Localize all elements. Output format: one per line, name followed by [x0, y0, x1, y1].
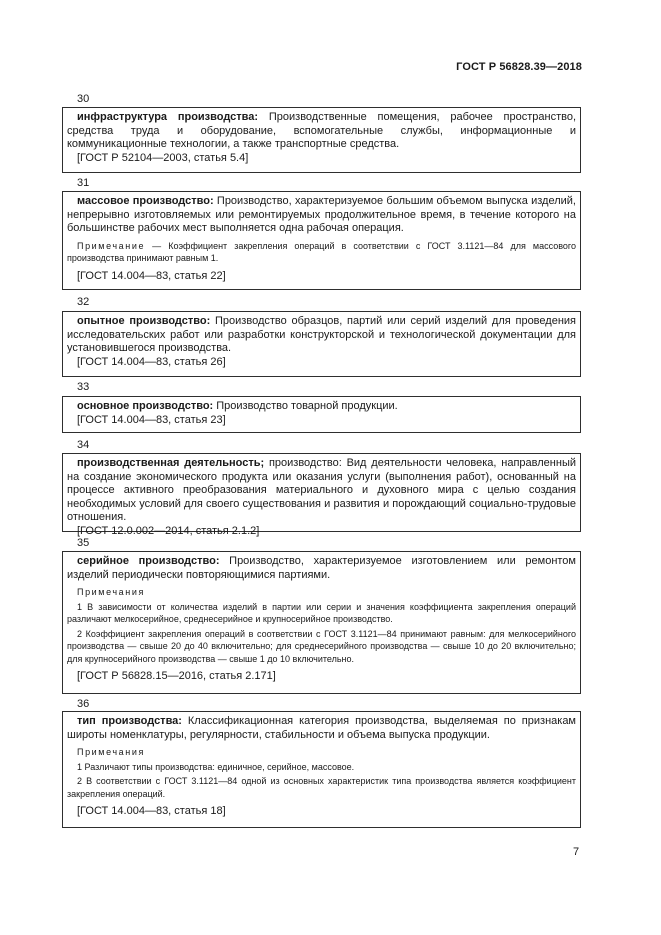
entry-number: 32	[77, 296, 90, 308]
term-entry	[62, 396, 581, 433]
note-item: 2 Коэффициент закрепления операций в соответствии с ГОСТ 3.1121—84 принимают равным: для мелкосерийного производства — свыше 20 до 40 включительно; для среднесерийного производства — свыше 10 до 20 включительно; для крупносерийного производства — свыше 1 до 10 включительно.	[67, 628, 576, 664]
source-reference: [ГОСТ 12.0.002—2014, статья 2.1.2]	[77, 524, 260, 537]
entry-number: 30	[77, 93, 90, 105]
entry-number: 33	[77, 381, 90, 393]
definition-text: Производство, характеризуемое изготовлением или ремонтом изделий периодически повторяющимися партиями.	[67, 555, 576, 581]
definition	[67, 315, 576, 356]
notes-label: Примечания	[77, 747, 145, 757]
term-entry	[62, 107, 581, 173]
definition	[67, 400, 576, 414]
term: производственная деятельность;	[77, 457, 265, 469]
document-code: ГОСТ Р 56828.39—2018	[456, 61, 582, 73]
source-reference: [ГОСТ 14.004—83, статья 26]	[77, 355, 226, 368]
note-text: — Коэффициент закрепления операций в соответствии с ГОСТ 3.1121—84 для массового производства принимают равным 1.	[67, 240, 576, 263]
note-item: 2 В соответствии с ГОСТ 3.1121—84 одной из основных характеристик типа производства является коэффициент закрепления операций.	[67, 776, 576, 799]
definition-text: Производство, характеризуемое большим объемом выпуска изделий, непрерывно изготовляемых или ремонтируемых продолжительное время, в течение которого на большинстве рабочих мест выполняется одна рабочая операция.	[67, 195, 576, 234]
entry-number: 34	[77, 439, 90, 451]
entry-number: 35	[77, 537, 90, 549]
definition-text: Производство образцов, партий или серий изделий для проведения исследовательских работ или разработки конструкторской и технологической документации для установившегося производства.	[67, 315, 576, 354]
note-item: 1 Различают типы производства: единичное, серийное, массовое.	[77, 761, 355, 772]
definition-text: Производственные помещения, рабочее пространство, средства труда и оборудование, вспомогательные службы, информационные и коммуникационные технологии, а также транспортные средства.	[67, 111, 577, 150]
term: массовое производство:	[77, 195, 214, 207]
source-reference: [ГОСТ 14.004—83, статья 18]	[77, 805, 226, 817]
term-entry	[62, 453, 581, 537]
term-entry	[62, 551, 581, 694]
definition	[67, 555, 576, 582]
definition-text: Классификационная категория производства, выделяемая по признакам широты номенклатуры, регулярности, стабильности и объема выпуска продукции.	[67, 715, 576, 741]
page-number: 7	[573, 846, 580, 858]
definition-text: Производство товарной продукции.	[213, 400, 398, 412]
entry-number: 31	[77, 177, 90, 189]
definition	[67, 111, 576, 152]
notes-label: Примечания	[77, 587, 145, 597]
term-entry	[62, 711, 581, 828]
term: опытное производство:	[77, 315, 211, 327]
definition	[67, 715, 576, 742]
source-reference: [ГОСТ 14.004—83, статья 23]	[77, 413, 226, 426]
term: основное производство:	[77, 400, 214, 412]
term-entry	[62, 191, 581, 290]
term-entry	[62, 311, 581, 377]
term: тип производства:	[77, 715, 182, 727]
term: серийное производство:	[77, 555, 220, 567]
source-reference: [ГОСТ 14.004—83, статья 22]	[77, 269, 226, 282]
note-label: Примечание	[77, 240, 146, 251]
note	[67, 240, 576, 265]
note-item: 1 В зависимости от количества изделий в партии или серии и значения коэффициента закрепления операций различают мелкосерийное, среднесерийное и крупносерийное производство.	[67, 601, 576, 624]
term: инфраструктура производства:	[77, 111, 259, 123]
definition-text: производство: Вид деятельности человека, направленный на создание экономического продукта или оказания услуги (выполнения работ), основанный на процессе активного преобразования материального и духовного мира с целью создания необходимых условий для своего существования и развития и порождающий социально-трудовые отношения.	[67, 457, 576, 523]
definition	[67, 457, 576, 525]
definition	[67, 195, 576, 236]
source-reference: [ГОСТ Р 56828.15—2016, статья 2.171]	[77, 670, 276, 682]
source-reference: [ГОСТ Р 52104—2003, статья 5.4]	[77, 151, 249, 164]
entry-number: 36	[77, 698, 90, 710]
